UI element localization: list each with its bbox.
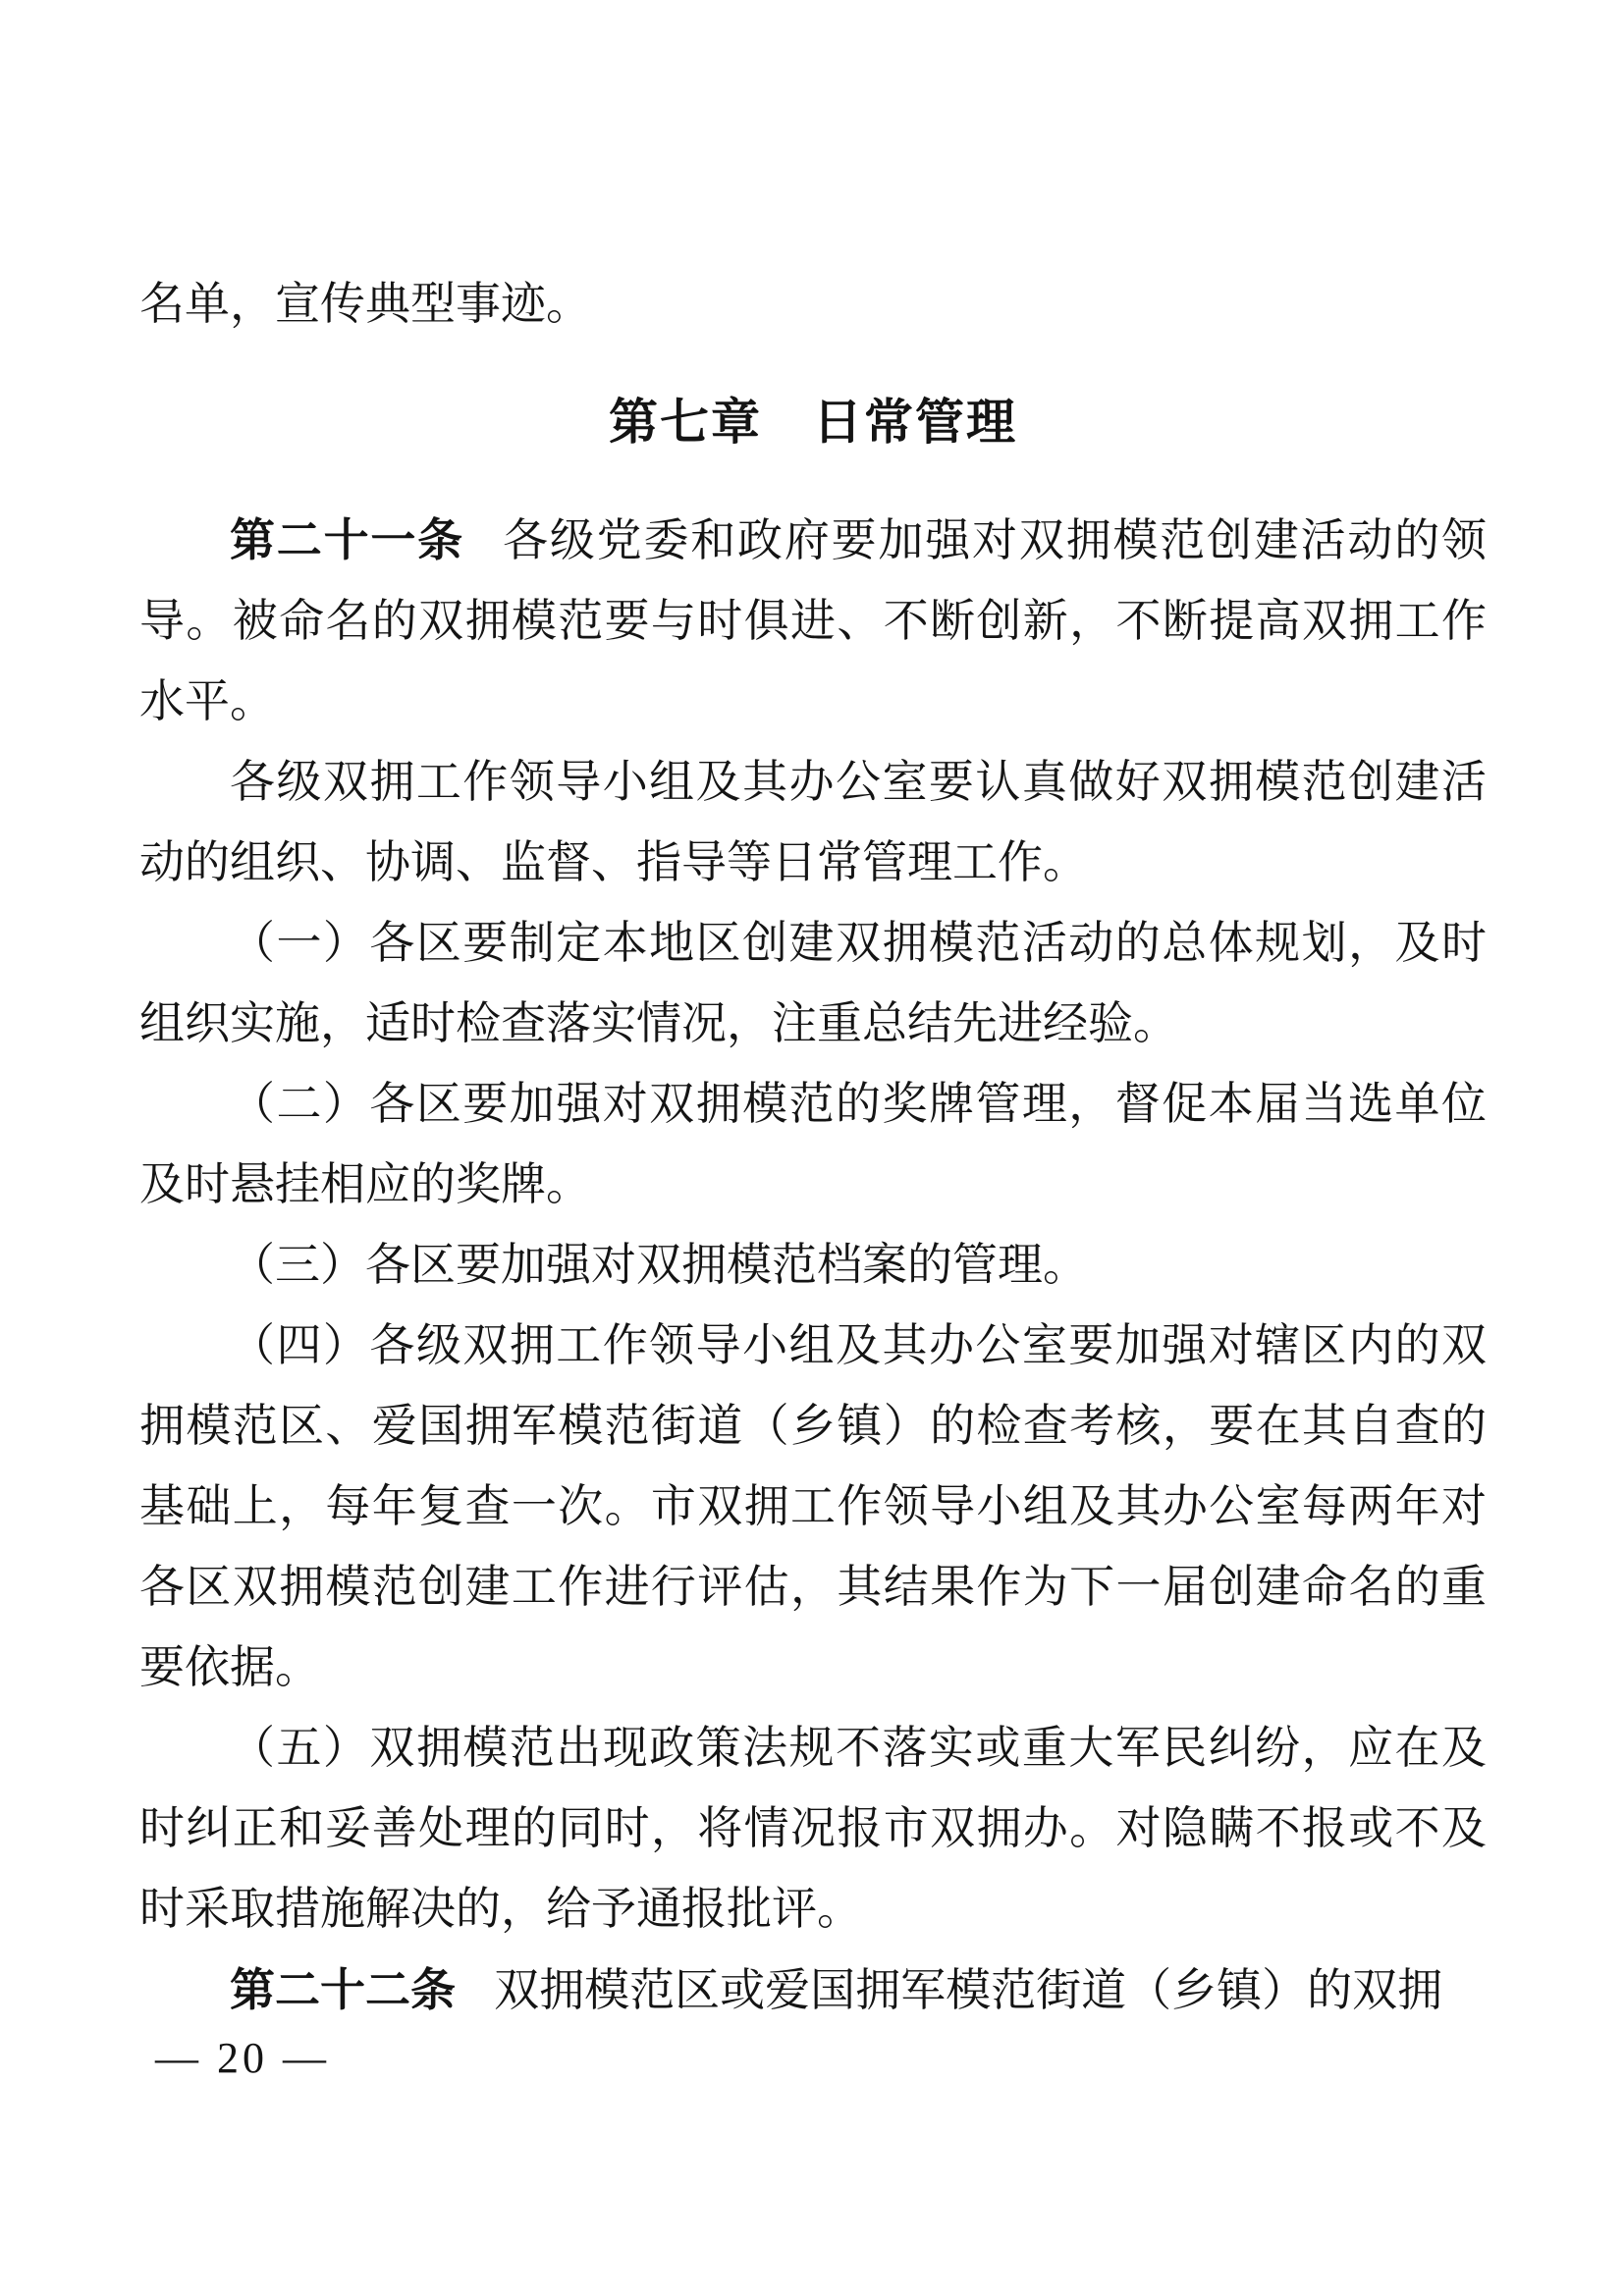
chapter-heading: 第七章 日常管理 (609, 395, 1017, 450)
paragraph-item-5 (139, 1708, 1487, 1949)
paragraph-text: （三）各区要加强对双拥模范档案的管理。 (230, 1240, 1088, 1290)
paragraph-item-2 (139, 1064, 1487, 1225)
paragraph-text: 各级双拥工作领导小组及其办公室要认真做好双拥模范创建活动的组织、协调、监督、指导等日常管理工作。 (139, 757, 1487, 887)
page-content (139, 264, 1487, 2031)
page-number-footer: — 20 — (155, 2034, 330, 2082)
paragraph-text: （四）各级双拥工作领导小组及其办公室要加强对辖区内的双拥模范区、爱国拥军模范街道（乡镇）的检查考核，要在其自查的基础上，每年复查一次。市双拥工作领导小组及其办公室每两年对各区双拥模范创建工作进行评估，其结果作为下一届创建命名的重要依据。 (139, 1320, 1487, 1692)
paragraph-text: 各级党委和政府要加强对双拥模范创建活动的领导。被命名的双拥模范要与时俱进、不断创新，不断提高双拥工作水平。 (139, 515, 1488, 726)
paragraph-article-22 (139, 1949, 1487, 2031)
article-21-number: 第二十一条 (230, 514, 464, 565)
paragraph-text: 双拥模范区或爱国拥军模范街道（乡镇）的双拥 (494, 1965, 1443, 2015)
continuation-line: 名单，宣传典型事迹。 (139, 279, 591, 329)
article-22-number: 第二十二条 (230, 1964, 456, 2015)
paragraph-leading-groups (139, 742, 1487, 903)
paragraph-item-1 (139, 903, 1487, 1064)
paragraph-text: （五）双拥模范出现政策法规不落实或重大军民纠纷，应在及时纠正和妥善处理的同时，将情况报市双拥办。对隐瞒不报或不及时采取措施解决的，给予通报批评。 (139, 1723, 1487, 1934)
paragraph-text: （一）各区要制定本地区创建双拥模范活动的总体规划，及时组织实施，适时检查落实情况，注重总结先进经验。 (139, 918, 1487, 1048)
paragraph-item-3 (139, 1225, 1487, 1306)
paragraph-article-21 (139, 500, 1487, 742)
paragraph-text: （二）各区要加强对双拥模范的奖牌管理，督促本届当选单位及时悬挂相应的奖牌。 (139, 1079, 1487, 1209)
paragraph-item-4 (139, 1306, 1487, 1708)
